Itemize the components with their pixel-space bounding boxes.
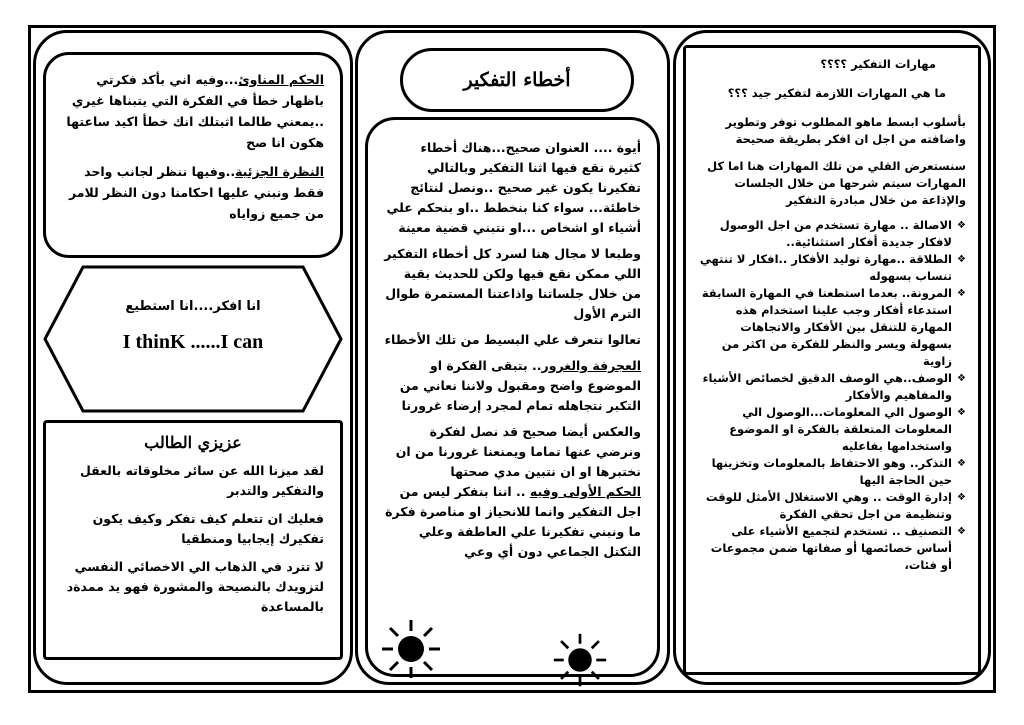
thinking-errors-title: أخطاء التفكير [400,48,634,112]
skills-heading: مهارات التفكير ؟؟؟؟ [820,57,936,71]
slogan-english: I thinK ......I can [122,331,264,353]
heading-first-judgment: الحكم الأولى وفيه [529,484,641,499]
skills-explanation: بأسلوب ابسط ماهو المطلوب توفر وتطوير واضافته من اجل ان افكر بطريقة صحيحة [725,115,966,146]
list-item: ❖ إدارة الوقت .. وهي الاستغلال الأمثل للوقت وتنظيمة من اجل تحقي الفكرة [698,489,966,523]
sun-icon [552,632,608,688]
paragraph-first-judgment [384,482,641,562]
errors-intro: أيوة .... العنوان صحيح...هناك أخطاء كثيرة نقع فيها اثنا التفكير وبالتالي تفكيرنا يكون غير صحيح ..ونصل لنتائج خاطئة... سواء كنا بنخطط ..او بنحكم علي أشياء او اشخاص ...او نتبني قضية معينة [386,140,641,235]
list-item: ❖ التذكر.. وهو الاحتفاظ بالمعلومات وتخزينها حين الحاجة اليها [698,455,966,489]
dear-student-box [43,420,343,660]
list-item: ❖ الطلاقة ..مهارة توليد الأفكار ..افكار لا تنتهي تنساب بسهوله [698,251,966,285]
skills-question: ما هي المهارات اللازمة لتفكير جيد ؟؟؟ [727,86,946,100]
heading-arrogance: العجرفة والغرور [541,358,641,373]
list-item: ❖ الوصف..هي الوصف الدقيق لخصائص الأشياء والمفاهيم والأفكار [698,370,966,404]
list-item: ❖ المرونة.. بعدما استطعنا في المهارة السابقة استدعاء أفكار وجب علينا استخدام هذه المهارة للتنقل بين الأفكار والاتجاهات بسهولة ويسر والنظر للفكرة من اكثر من زاوية [698,285,966,370]
dear-student-p2: فعليك ان تتعلم كيف تفكر وكيف يكون تفكيرك إيجابيا ومنطقيا [92,511,324,546]
slogan-arabic: انا افكر....انا استطيع [125,299,261,314]
errors-lets-learn: تعالوا نتعرف علي البسيط من تلك الأخطاء [384,332,641,347]
heading-partial-view: النظرة الجزئية [235,164,324,179]
dear-student-p1: لقد ميزنا الله عن سائر مخلوقاته بالعقل والتفكير والتدبر [79,463,324,498]
thinking-errors-box [365,117,660,677]
skills-list [698,217,966,574]
skills-overview: سنستعرض القلي من تلك المهارات هنا اما كل المهارات سيتم شرحها من خلال الجلسات والإذاعة من خلال مبادرة التفكير [707,159,966,207]
judgment-box [43,52,343,258]
dear-student-p3: لا تترد في الذهاب الي الاخصائي النفسي لتزويدك بالنصيحة والمشورة فهو يد ممدةد بالمساعدة [66,559,324,614]
text-first-judgment: .. اننا بنفكر ليس من اجل التفكير وانما للانحياز او مناصرة فكرة ما ونبني تفكيرنا علي العاطفة وعلي التكتل الجماعي دون أي وعي [385,484,641,559]
paragraph-opposing-judgment [62,69,324,153]
text-opposing-judgment: ...وفيه اني بأكد فكرتي باظهار خطأ في الفكرة التي يتبناها غيري ..يمعني طالما اثبتلك انك خطأ اكيد ساعتها هكون انا صح [66,72,324,150]
list-item: ❖ التصنيف .. تستخدم لتجميع الأشياء على أساس خصائصها أو صفاتها ضمن مجموعات أو فئات، [698,523,966,574]
paragraph-partial-view [62,161,324,224]
list-item: ❖ الوصول الي المعلومات...الوصول الي المعلومات المتعلقة بالفكرة او الموضوع واستخدامها بفاعليه [698,404,966,455]
dear-student-title: عزيزي الطالب [144,433,242,452]
errors-no-room: وطبعا لا مجال هنا لسرد كل أخطاء التفكير اللي ممكن نقع فيها ولكن للحديث بقية من خلال جلساتنا واذاعتنا المستمرة طوال الترم الأول [384,246,641,321]
paragraph-arrogance [384,356,641,416]
errors-reverse: والعكس أيضا صحيح قد نصل لفكرة ونرضي عنها تماما ويمنعنا غرورنا من ان نختبرها او ان نتبين مدي صحتها [395,424,641,479]
text-arrogance: .. بتبقى الفكرة او الموضوع واضح ومقبول ولاننا نعاني من التكبر نتجاهله تمام لمجرد إرضاء غرورنا [399,358,641,413]
thinking-skills-box [683,45,981,675]
slogan-hexagon [43,265,343,413]
heading-opposing-judgment: الحكم المناوئ [238,72,324,87]
list-item: ❖ الاصالة .. مهارة تستخدم من اجل الوصول لافكار جديدة أفكار استثنائية.. [698,217,966,251]
sun-icon [380,618,442,680]
text-partial-view: ..وفيها ننظر لجانب واحد فقط ونبني عليها احكامنا دون النظر للامر من جميع زواياه [68,164,324,221]
